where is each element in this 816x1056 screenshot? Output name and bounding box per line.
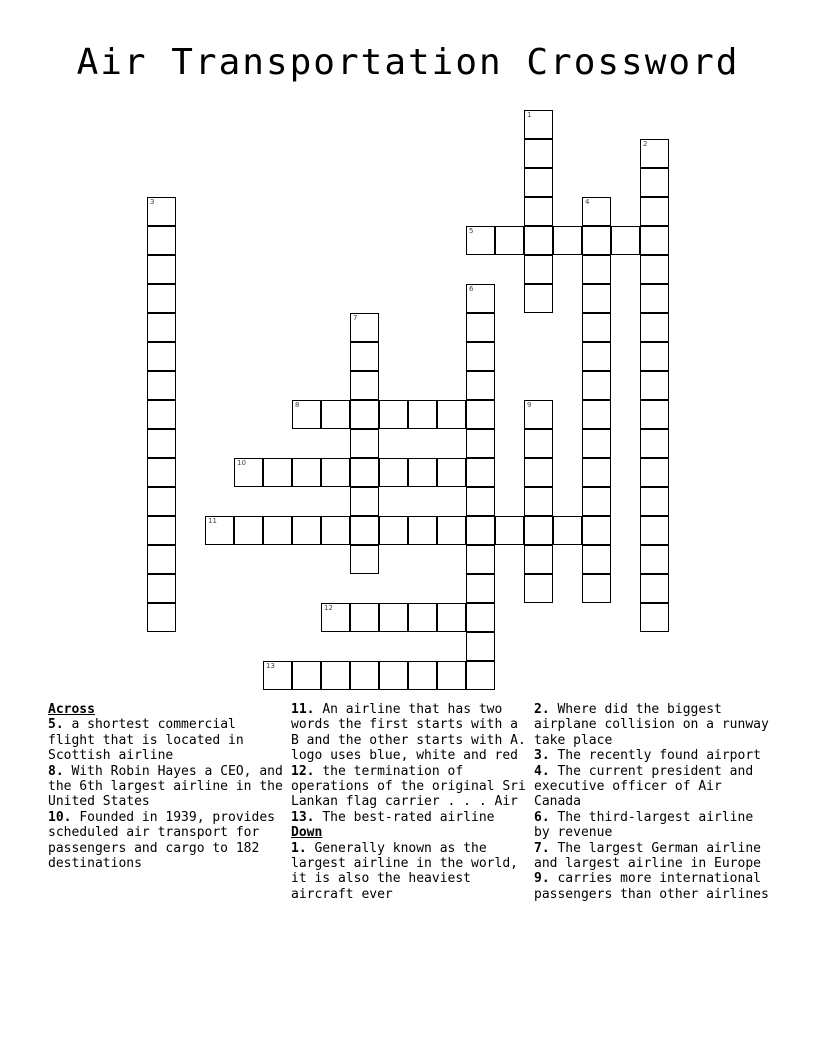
grid-cell[interactable] bbox=[466, 487, 495, 516]
grid-cell[interactable] bbox=[321, 603, 350, 632]
clue-number: 9 bbox=[527, 401, 532, 409]
grid-cell[interactable] bbox=[263, 661, 292, 690]
clue-down-9: 9. carries more international passengers than other airlines bbox=[534, 871, 769, 902]
grid-cell[interactable] bbox=[524, 574, 553, 603]
cell-input[interactable] bbox=[322, 517, 349, 544]
grid-cell[interactable] bbox=[292, 458, 321, 487]
grid-cell[interactable] bbox=[147, 458, 176, 487]
cell-input[interactable] bbox=[438, 662, 465, 689]
cell-input[interactable] bbox=[351, 372, 378, 399]
cell-input[interactable] bbox=[351, 604, 378, 631]
grid-cell[interactable] bbox=[350, 400, 379, 429]
grid-cell[interactable] bbox=[437, 603, 466, 632]
cell-input[interactable] bbox=[148, 604, 175, 631]
grid-cell[interactable] bbox=[408, 516, 437, 545]
cell-input[interactable] bbox=[467, 227, 494, 254]
grid-cell[interactable] bbox=[263, 516, 292, 545]
cell-input[interactable] bbox=[525, 575, 552, 602]
cell-input[interactable] bbox=[554, 227, 581, 254]
cell-input[interactable] bbox=[525, 401, 552, 428]
clue-number: 10 bbox=[237, 459, 246, 467]
grid-cell[interactable] bbox=[582, 400, 611, 429]
grid-cell[interactable] bbox=[466, 371, 495, 400]
grid-cell[interactable] bbox=[147, 429, 176, 458]
cell-input[interactable] bbox=[351, 459, 378, 486]
cell-input[interactable] bbox=[322, 401, 349, 428]
cell-input[interactable] bbox=[351, 314, 378, 341]
cell-input[interactable] bbox=[351, 517, 378, 544]
clue-number: 13 bbox=[266, 662, 275, 670]
cell-input[interactable] bbox=[641, 198, 668, 225]
cell-input[interactable] bbox=[467, 575, 494, 602]
cell-input[interactable] bbox=[322, 662, 349, 689]
grid-cell[interactable] bbox=[582, 197, 611, 226]
cell-input[interactable] bbox=[148, 198, 175, 225]
grid-cell[interactable] bbox=[582, 226, 611, 255]
grid-cell[interactable] bbox=[466, 342, 495, 371]
grid-cell[interactable] bbox=[147, 255, 176, 284]
clue-down-3: 3. The recently found airport bbox=[534, 748, 761, 764]
clue-across-5: 5. a shortest commercial flight that is located in Scottish airline bbox=[48, 717, 244, 764]
cell-input[interactable] bbox=[641, 604, 668, 631]
cell-input[interactable] bbox=[641, 517, 668, 544]
cell-input[interactable] bbox=[148, 575, 175, 602]
grid-cell[interactable] bbox=[640, 429, 669, 458]
cell-input[interactable] bbox=[583, 401, 610, 428]
cell-input[interactable] bbox=[525, 256, 552, 283]
cell-input[interactable] bbox=[641, 488, 668, 515]
grid-cell[interactable] bbox=[582, 516, 611, 545]
grid-cell[interactable] bbox=[147, 516, 176, 545]
clue-down-1: 1. Generally known as the largest airline in the world, it is also the heaviest aircraft ever bbox=[291, 840, 518, 902]
cell-input[interactable] bbox=[496, 517, 523, 544]
cell-input[interactable] bbox=[583, 227, 610, 254]
grid-cell[interactable] bbox=[640, 603, 669, 632]
cell-input[interactable] bbox=[467, 285, 494, 312]
grid-cell[interactable] bbox=[524, 545, 553, 574]
grid-cell[interactable] bbox=[524, 458, 553, 487]
grid-cell[interactable] bbox=[437, 400, 466, 429]
grid-cell[interactable] bbox=[524, 226, 553, 255]
grid-cell[interactable] bbox=[408, 603, 437, 632]
clue-number: 5 bbox=[469, 227, 474, 235]
grid-cell[interactable] bbox=[379, 400, 408, 429]
cell-input[interactable] bbox=[380, 517, 407, 544]
grid-cell[interactable] bbox=[466, 632, 495, 661]
grid-cell[interactable] bbox=[350, 603, 379, 632]
cell-input[interactable] bbox=[467, 488, 494, 515]
clue-across-13: 13. The best-rated airline bbox=[291, 809, 495, 825]
grid-cell[interactable] bbox=[350, 313, 379, 342]
grid-cell[interactable] bbox=[640, 139, 669, 168]
cell-input[interactable] bbox=[467, 372, 494, 399]
cell-input[interactable] bbox=[322, 604, 349, 631]
cell-input[interactable] bbox=[583, 488, 610, 515]
grid-cell[interactable] bbox=[147, 313, 176, 342]
grid-cell[interactable] bbox=[147, 574, 176, 603]
grid-cell[interactable] bbox=[292, 516, 321, 545]
grid-cell[interactable] bbox=[350, 371, 379, 400]
cell-input[interactable] bbox=[438, 517, 465, 544]
cell-input[interactable] bbox=[264, 459, 291, 486]
cell-input[interactable] bbox=[641, 401, 668, 428]
grid-cell[interactable] bbox=[379, 516, 408, 545]
cell-input[interactable] bbox=[148, 227, 175, 254]
grid-cell[interactable] bbox=[234, 516, 263, 545]
grid-cell[interactable] bbox=[408, 400, 437, 429]
grid-cell[interactable] bbox=[466, 313, 495, 342]
grid-cell[interactable] bbox=[408, 458, 437, 487]
cell-input[interactable] bbox=[148, 546, 175, 573]
cell-input[interactable] bbox=[148, 343, 175, 370]
grid-cell[interactable] bbox=[147, 342, 176, 371]
grid-cell[interactable] bbox=[147, 400, 176, 429]
grid-cell[interactable] bbox=[640, 226, 669, 255]
grid-cell[interactable] bbox=[524, 400, 553, 429]
grid-cell[interactable] bbox=[582, 255, 611, 284]
grid-cell[interactable] bbox=[466, 458, 495, 487]
cell-input[interactable] bbox=[380, 604, 407, 631]
cell-input[interactable] bbox=[583, 546, 610, 573]
grid-cell[interactable] bbox=[524, 516, 553, 545]
cell-input[interactable] bbox=[467, 604, 494, 631]
clue-number: 1 bbox=[527, 111, 532, 119]
grid-cell[interactable] bbox=[147, 371, 176, 400]
grid-cell[interactable] bbox=[640, 400, 669, 429]
cell-input[interactable] bbox=[235, 517, 262, 544]
cell-input[interactable] bbox=[351, 401, 378, 428]
cell-input[interactable] bbox=[293, 662, 320, 689]
cell-input[interactable] bbox=[525, 430, 552, 457]
grid-cell[interactable] bbox=[524, 139, 553, 168]
cell-input[interactable] bbox=[525, 546, 552, 573]
cell-input[interactable] bbox=[496, 227, 523, 254]
grid-cell[interactable] bbox=[379, 603, 408, 632]
cell-input[interactable] bbox=[409, 517, 436, 544]
cell-input[interactable] bbox=[351, 662, 378, 689]
cell-input[interactable] bbox=[641, 343, 668, 370]
cell-input[interactable] bbox=[148, 285, 175, 312]
clue-number: 12 bbox=[324, 604, 333, 612]
cell-input[interactable] bbox=[293, 401, 320, 428]
cell-input[interactable] bbox=[641, 314, 668, 341]
cell-input[interactable] bbox=[525, 169, 552, 196]
cell-input[interactable] bbox=[525, 198, 552, 225]
cell-input[interactable] bbox=[264, 517, 291, 544]
clue-across-8: 8. With Robin Hayes a CEO, and the 6th largest airline in the United States bbox=[48, 763, 283, 810]
grid-cell[interactable] bbox=[640, 574, 669, 603]
grid-cell[interactable] bbox=[321, 458, 350, 487]
grid-cell[interactable] bbox=[437, 661, 466, 690]
cell-input[interactable] bbox=[438, 401, 465, 428]
grid-cell[interactable] bbox=[495, 516, 524, 545]
grid-cell[interactable] bbox=[466, 516, 495, 545]
cell-input[interactable] bbox=[583, 430, 610, 457]
clue-number: 11 bbox=[208, 517, 217, 525]
grid-cell[interactable] bbox=[640, 545, 669, 574]
grid-cell[interactable] bbox=[350, 545, 379, 574]
grid-cell[interactable] bbox=[350, 661, 379, 690]
cell-input[interactable] bbox=[438, 604, 465, 631]
grid-cell[interactable] bbox=[147, 603, 176, 632]
grid-cell[interactable] bbox=[321, 516, 350, 545]
grid-cell[interactable] bbox=[466, 545, 495, 574]
grid-cell[interactable] bbox=[466, 574, 495, 603]
cell-input[interactable] bbox=[264, 662, 291, 689]
cell-input[interactable] bbox=[293, 517, 320, 544]
grid-cell[interactable] bbox=[466, 400, 495, 429]
cell-input[interactable] bbox=[380, 401, 407, 428]
clue-number: 7 bbox=[353, 314, 358, 322]
grid-cell[interactable] bbox=[553, 516, 582, 545]
cell-input[interactable] bbox=[467, 343, 494, 370]
down-heading: Down bbox=[291, 825, 323, 841]
grid-cell[interactable] bbox=[147, 226, 176, 255]
cell-input[interactable] bbox=[438, 459, 465, 486]
clue-number: 2 bbox=[643, 140, 648, 148]
grid-cell[interactable] bbox=[495, 226, 524, 255]
cell-input[interactable] bbox=[525, 517, 552, 544]
cell-input[interactable] bbox=[148, 372, 175, 399]
clue-number: 3 bbox=[150, 198, 155, 206]
cell-input[interactable] bbox=[641, 285, 668, 312]
grid-cell[interactable] bbox=[147, 545, 176, 574]
cell-input[interactable] bbox=[148, 430, 175, 457]
cell-input[interactable] bbox=[641, 459, 668, 486]
grid-cell[interactable] bbox=[147, 487, 176, 516]
grid-cell[interactable] bbox=[466, 661, 495, 690]
grid-cell[interactable] bbox=[437, 516, 466, 545]
cell-input[interactable] bbox=[467, 314, 494, 341]
cell-input[interactable] bbox=[148, 256, 175, 283]
grid-cell[interactable] bbox=[582, 487, 611, 516]
clue-number: 8 bbox=[295, 401, 300, 409]
grid-cell[interactable] bbox=[640, 342, 669, 371]
grid-cell[interactable] bbox=[640, 371, 669, 400]
cell-input[interactable] bbox=[641, 430, 668, 457]
grid-cell[interactable] bbox=[466, 226, 495, 255]
clue-number: 4 bbox=[585, 198, 590, 206]
cell-input[interactable] bbox=[641, 546, 668, 573]
cell-input[interactable] bbox=[409, 459, 436, 486]
grid-cell[interactable] bbox=[582, 313, 611, 342]
cell-input[interactable] bbox=[235, 459, 262, 486]
cell-input[interactable] bbox=[293, 459, 320, 486]
cell-input[interactable] bbox=[583, 198, 610, 225]
grid-cell[interactable] bbox=[582, 458, 611, 487]
cell-input[interactable] bbox=[351, 343, 378, 370]
clue-column-2 bbox=[291, 702, 527, 902]
cell-input[interactable] bbox=[641, 169, 668, 196]
clue-across-10: 10. Founded in 1939, provides scheduled air transport for passengers and cargo to 182 destinations bbox=[48, 809, 275, 872]
cell-input[interactable] bbox=[583, 372, 610, 399]
grid-cell[interactable] bbox=[350, 458, 379, 487]
cell-input[interactable] bbox=[583, 517, 610, 544]
grid-cell[interactable] bbox=[553, 226, 582, 255]
cell-input[interactable] bbox=[351, 546, 378, 573]
cell-input[interactable] bbox=[351, 488, 378, 515]
cell-input[interactable] bbox=[467, 633, 494, 660]
across-heading: Across bbox=[48, 702, 95, 717]
grid-cell[interactable] bbox=[524, 110, 553, 139]
grid-cell[interactable] bbox=[640, 284, 669, 313]
cell-input[interactable] bbox=[322, 459, 349, 486]
cell-input[interactable] bbox=[525, 227, 552, 254]
grid-cell[interactable] bbox=[321, 661, 350, 690]
cell-input[interactable] bbox=[409, 662, 436, 689]
grid-cell[interactable] bbox=[408, 661, 437, 690]
cell-input[interactable] bbox=[641, 256, 668, 283]
grid-cell[interactable] bbox=[147, 284, 176, 313]
grid-cell[interactable] bbox=[263, 458, 292, 487]
grid-cell[interactable] bbox=[350, 342, 379, 371]
cell-input[interactable] bbox=[380, 459, 407, 486]
cell-input[interactable] bbox=[148, 459, 175, 486]
clue-down-7: 7. The largest German airline and largest airline in Europe bbox=[534, 840, 761, 872]
grid-cell[interactable] bbox=[466, 603, 495, 632]
grid-cell[interactable] bbox=[524, 168, 553, 197]
grid-cell[interactable] bbox=[524, 429, 553, 458]
cell-input[interactable] bbox=[467, 459, 494, 486]
grid-cell[interactable] bbox=[437, 458, 466, 487]
cell-input[interactable] bbox=[206, 517, 233, 544]
clue-across-11: 11. An airline that has two words the first starts with a B and the other starts with A. logo uses blue, white and red bbox=[291, 702, 526, 764]
grid-cell[interactable] bbox=[640, 313, 669, 342]
grid-cell[interactable] bbox=[582, 342, 611, 371]
cell-input[interactable] bbox=[148, 488, 175, 515]
grid-cell[interactable] bbox=[611, 226, 640, 255]
cell-input[interactable] bbox=[525, 285, 552, 312]
grid-cell[interactable] bbox=[379, 458, 408, 487]
cell-input[interactable] bbox=[380, 662, 407, 689]
cell-input[interactable] bbox=[467, 401, 494, 428]
grid-cell[interactable] bbox=[350, 516, 379, 545]
cell-input[interactable] bbox=[467, 517, 494, 544]
grid-cell[interactable] bbox=[524, 487, 553, 516]
cell-input[interactable] bbox=[583, 285, 610, 312]
grid-cell[interactable] bbox=[582, 574, 611, 603]
clue-down-4: 4. The current president and executive officer of Air Canada bbox=[534, 763, 754, 810]
cell-input[interactable] bbox=[467, 546, 494, 573]
grid-cell[interactable] bbox=[466, 429, 495, 458]
cell-input[interactable] bbox=[583, 314, 610, 341]
grid-cell[interactable] bbox=[524, 255, 553, 284]
grid-cell[interactable] bbox=[582, 284, 611, 313]
grid-cell[interactable] bbox=[582, 545, 611, 574]
cell-input[interactable] bbox=[525, 111, 552, 138]
cell-input[interactable] bbox=[641, 140, 668, 167]
grid-cell[interactable] bbox=[640, 255, 669, 284]
cell-input[interactable] bbox=[583, 459, 610, 486]
cell-input[interactable] bbox=[148, 314, 175, 341]
clue-across-12: 12. the termination of operations of the original Sri Lankan flag carrier . . . Air bbox=[291, 763, 526, 810]
grid-cell[interactable] bbox=[640, 197, 669, 226]
cell-input[interactable] bbox=[525, 459, 552, 486]
grid-cell[interactable] bbox=[350, 487, 379, 516]
cell-input[interactable] bbox=[583, 575, 610, 602]
grid-cell[interactable] bbox=[524, 197, 553, 226]
grid-cell[interactable] bbox=[640, 487, 669, 516]
cell-input[interactable] bbox=[148, 517, 175, 544]
clue-down-2: 2. Where did the biggest airplane collision on a runway take place bbox=[534, 702, 769, 748]
grid-cell[interactable] bbox=[640, 458, 669, 487]
grid-cell[interactable] bbox=[321, 400, 350, 429]
cell-input[interactable] bbox=[583, 256, 610, 283]
puzzle-title: Air Transportation Crossword bbox=[76, 42, 740, 83]
cell-input[interactable] bbox=[525, 140, 552, 167]
clue-number: 6 bbox=[469, 285, 474, 293]
cell-input[interactable] bbox=[641, 575, 668, 602]
cell-input[interactable] bbox=[148, 401, 175, 428]
grid-cell[interactable] bbox=[292, 661, 321, 690]
grid-cell[interactable] bbox=[582, 429, 611, 458]
clue-down-6: 6. The third-largest airline by revenue bbox=[534, 809, 754, 841]
cell-input[interactable] bbox=[467, 662, 494, 689]
clue-column-1 bbox=[48, 702, 284, 871]
grid-cell[interactable] bbox=[205, 516, 234, 545]
grid-cell[interactable] bbox=[640, 168, 669, 197]
cell-input[interactable] bbox=[467, 430, 494, 457]
cell-input[interactable] bbox=[641, 372, 668, 399]
clue-column-3 bbox=[534, 702, 770, 902]
cell-input[interactable] bbox=[612, 227, 639, 254]
cell-input[interactable] bbox=[554, 517, 581, 544]
cell-input[interactable] bbox=[641, 227, 668, 254]
grid-cell[interactable] bbox=[379, 661, 408, 690]
grid-cell[interactable] bbox=[234, 458, 263, 487]
grid-cell[interactable] bbox=[466, 284, 495, 313]
grid-cell[interactable] bbox=[582, 371, 611, 400]
cell-input[interactable] bbox=[409, 604, 436, 631]
grid-cell[interactable] bbox=[292, 400, 321, 429]
grid-cell[interactable] bbox=[147, 197, 176, 226]
cell-input[interactable] bbox=[409, 401, 436, 428]
grid-cell[interactable] bbox=[640, 516, 669, 545]
cell-input[interactable] bbox=[525, 488, 552, 515]
cell-input[interactable] bbox=[583, 343, 610, 370]
grid-cell[interactable] bbox=[350, 429, 379, 458]
grid-cell[interactable] bbox=[524, 284, 553, 313]
cell-input[interactable] bbox=[351, 430, 378, 457]
